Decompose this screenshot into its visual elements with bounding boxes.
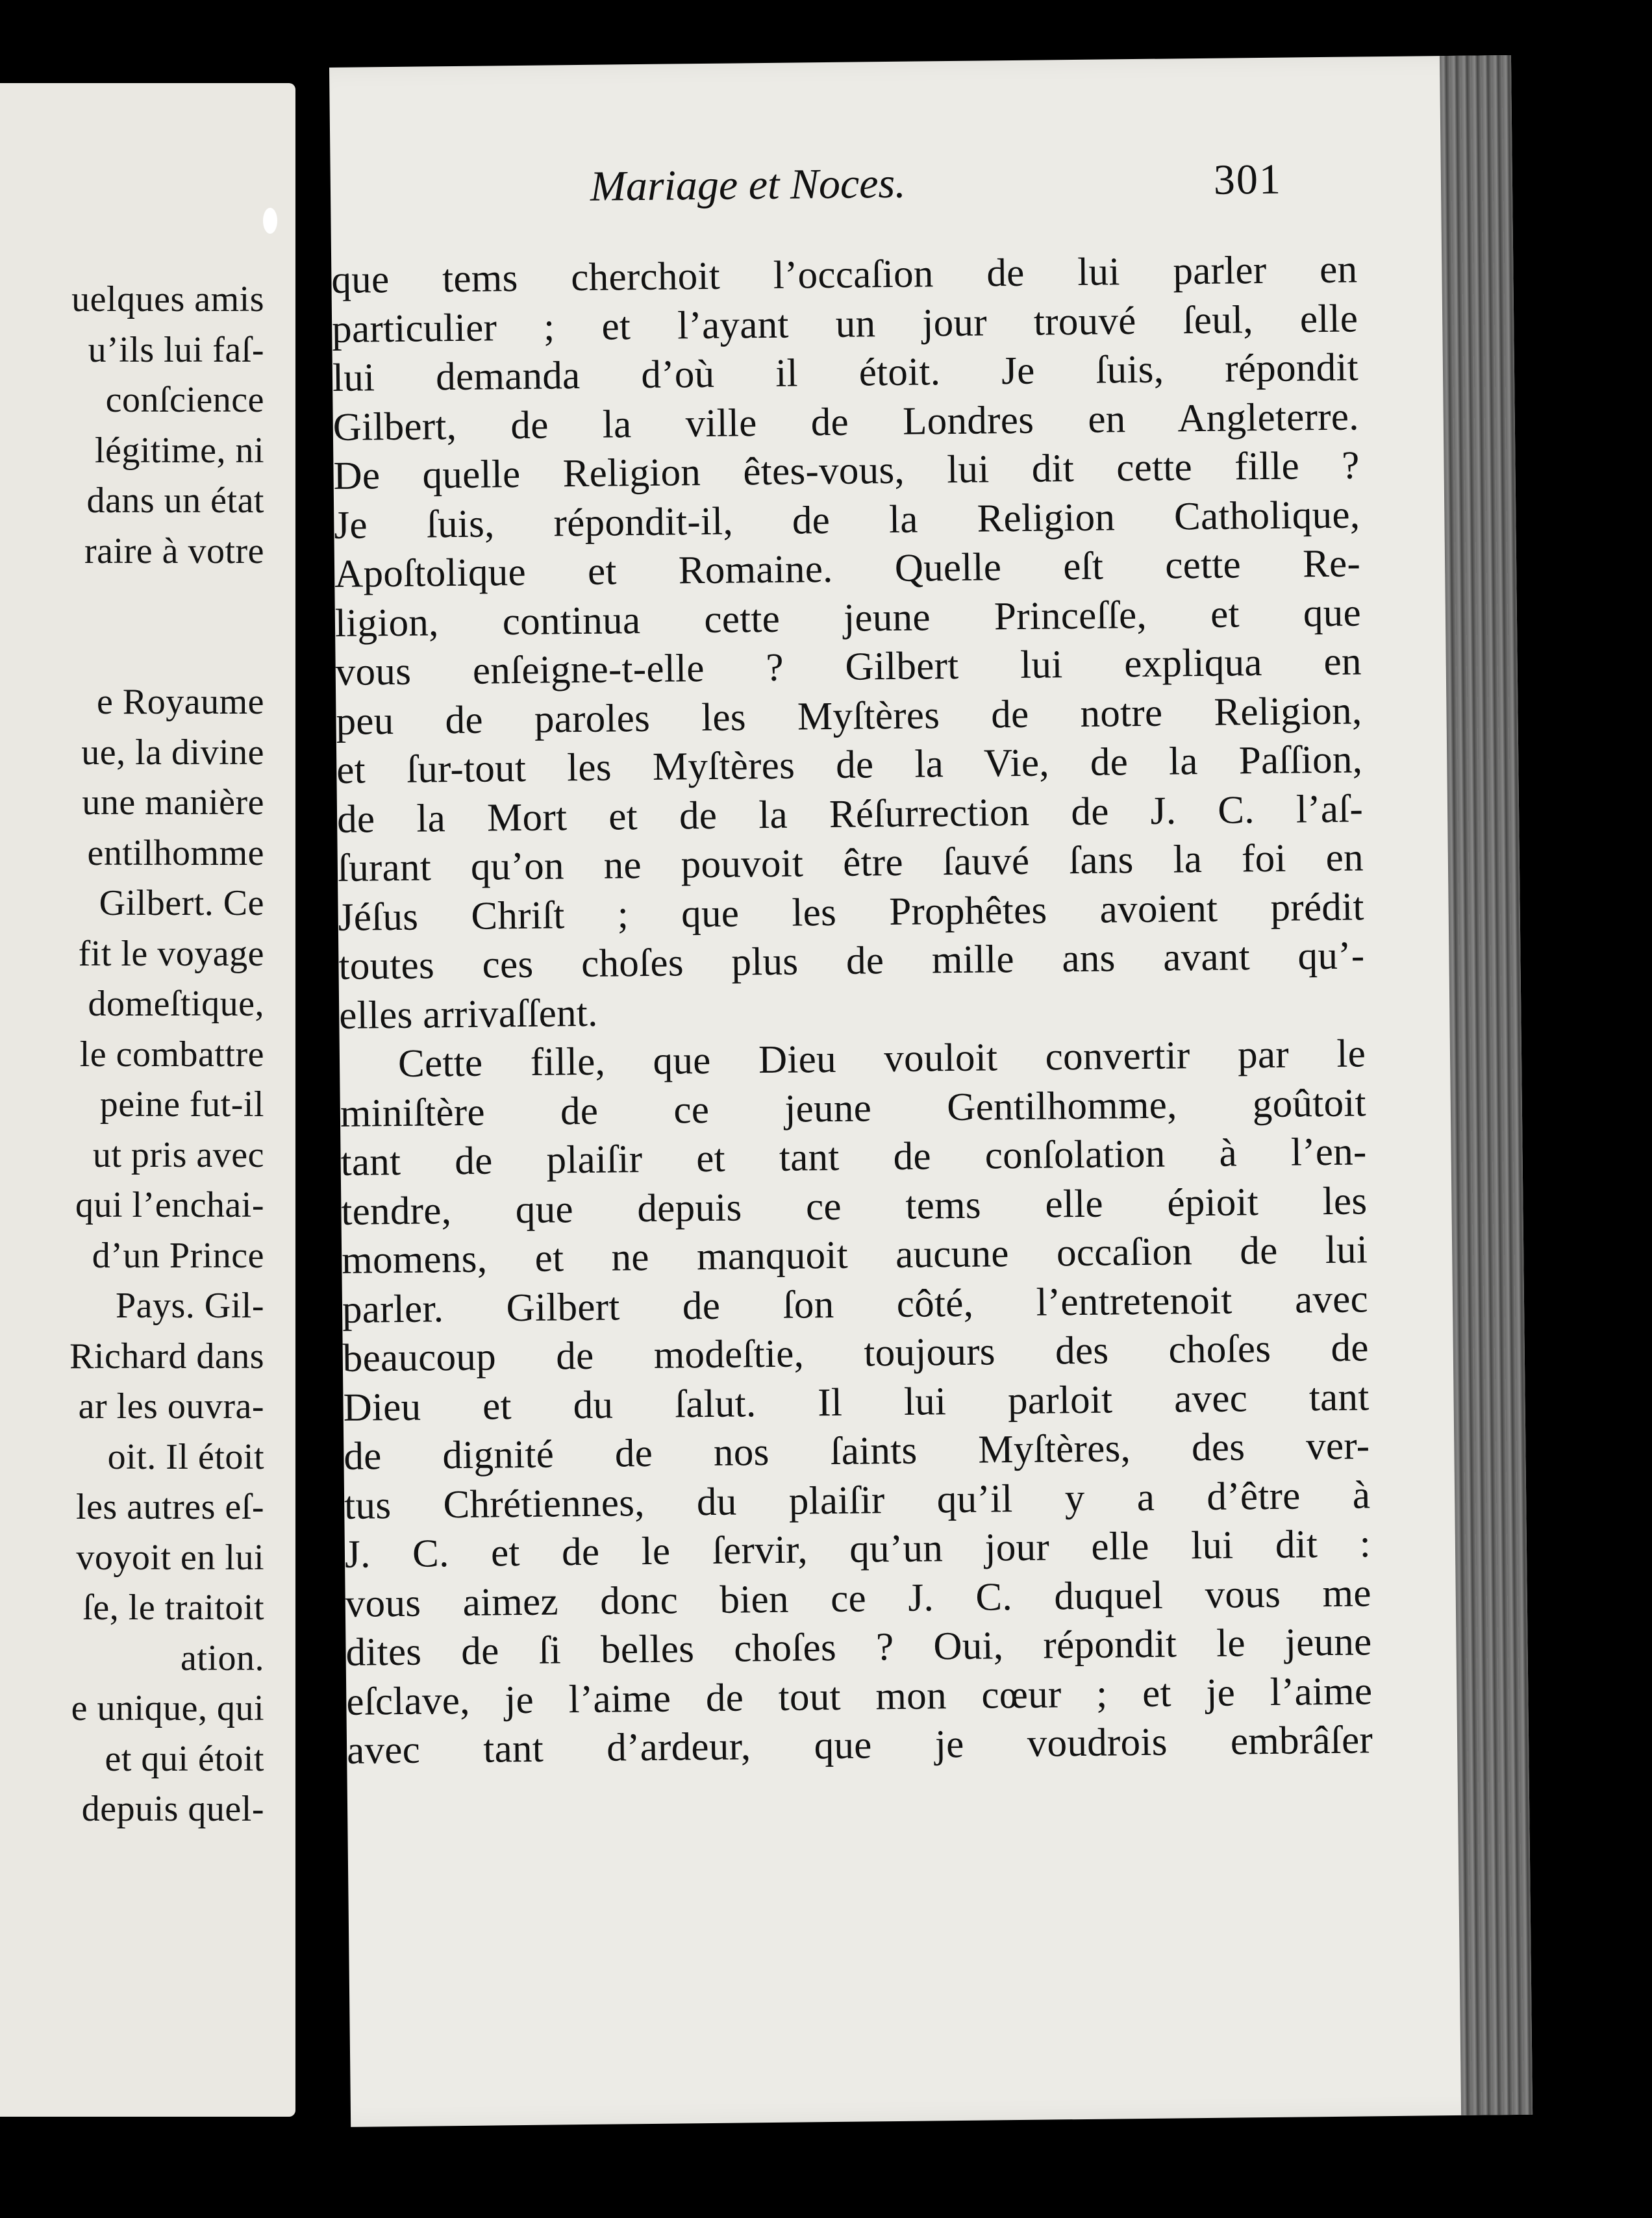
body-line: Gilbert, de la ville de Londres en Angleterre. (332, 394, 1360, 449)
left-page-line: Richard dans (69, 1336, 264, 1377)
body-line: avec tant d’ardeur, que je voudrois embrâſer (346, 1718, 1373, 1773)
body-line: tendre, que depuis ce tems elle épioit les (341, 1178, 1368, 1234)
body-line: particulier ; et l’ayant un jour trouvé ſeul, elle (331, 296, 1358, 351)
right-page (329, 55, 1533, 2127)
body-line: que tems cherchoit l’occaſion de lui parler en (331, 247, 1358, 302)
body-line: miniſtère de ce jeune Gentilhomme, goûtoit (340, 1080, 1367, 1136)
left-page-line: ation. (181, 1638, 264, 1678)
book-gutter (295, 83, 329, 2117)
left-page-line: conſcience (105, 380, 264, 420)
left-page-line: ar les ouvra- (78, 1386, 264, 1427)
left-page-line: e unique, qui (71, 1688, 264, 1728)
body-line: ſurant qu’on ne pouvoit être ſauvé ſans la foi en (337, 836, 1364, 890)
body-line: De quelle Religion êtes-vous, lui dit cette fille ? (333, 443, 1360, 498)
body-line: de la Mort et de la Réſurrection de J. C. l’aſ- (336, 786, 1364, 841)
running-head (331, 154, 1403, 223)
left-page-line: qui l’enchai- (75, 1185, 264, 1225)
running-head-title: Mariage et Noces. (590, 159, 907, 210)
left-page-line: domeſtique, (88, 984, 264, 1024)
body-line: parler. Gilbert de ſon côté, l’entretenoit avec (342, 1277, 1369, 1332)
body-line: vous aimez donc bien ce J. C. duquel vous me (345, 1571, 1372, 1626)
body-line: vous enſeigne-t-elle ? Gilbert lui expliqua en (335, 640, 1362, 694)
body-line: toutes ces choſes plus de mille ans avant qu’- (338, 934, 1365, 988)
left-page-line: le combattre (79, 1034, 264, 1075)
page-edge-stack (1440, 55, 1533, 2115)
body-line: elles arrivaſſent. (338, 991, 598, 1038)
left-page-line: fit le voyage (78, 933, 264, 974)
left-page-line: entilhomme (87, 832, 264, 873)
body-line: tant de plaiſir et tant de conſolation à l’en- (340, 1130, 1367, 1184)
left-page-line: peine fut-il (99, 1084, 264, 1125)
body-text (331, 245, 1373, 1775)
left-page-line: uelques amis (71, 279, 264, 319)
left-page-line: u’ils lui faſ- (88, 329, 264, 370)
body-line: beaucoup de modeſtie, toujours des choſes de (342, 1326, 1370, 1380)
page-number: 301 (1213, 155, 1283, 204)
left-page-line (0, 577, 264, 627)
left-page-line: e Royaume (97, 682, 264, 722)
body-line: peu de paroles les Myſtères de notre Religion, (336, 688, 1362, 743)
left-page-line: une manière (82, 782, 264, 823)
left-page-line: depuis quel- (81, 1789, 264, 1829)
body-line: dites de ſi belles choſes ? Oui, répondit le jeune (345, 1620, 1372, 1675)
left-page-line: ue, la divine (81, 732, 264, 773)
body-line: Dieu et du ſalut. Il lui parloit avec tant (343, 1375, 1370, 1430)
left-page-line: voyoit en lui (76, 1537, 264, 1578)
left-page-line: les autres eſ- (76, 1487, 264, 1527)
body-line: tus Chrétiennes, du plaiſir qu’il y a d’être à (344, 1473, 1371, 1528)
left-page-line: légitime, ni (94, 430, 264, 471)
body-line: momens, et ne manquoit aucune occaſion de lui (341, 1228, 1368, 1282)
left-page-line (0, 627, 264, 678)
body-line: Je ſuis, répondit-il, de la Religion Catholique, (334, 492, 1360, 547)
left-page-line: dans un état (86, 480, 264, 521)
body-line: de dignité de nos ſaints Myſtères, des ver- (344, 1424, 1370, 1478)
left-page-text (0, 275, 264, 1835)
body-line: Apoſtolique et Romaine. Quelle eſt cette Re- (334, 542, 1361, 596)
left-page-line: d’un Prince (92, 1235, 264, 1276)
left-facing-page (0, 83, 295, 2117)
body-line: J. C. et de le ſervir, qu’un jour elle lui dit : (344, 1522, 1371, 1576)
body-line: lui demanda d’où il étoit. Je ſuis, répondit (332, 345, 1359, 400)
left-page-line: ut pris avec (92, 1134, 264, 1175)
left-page-line: oit. Il étoit (107, 1436, 264, 1477)
scan-speck (263, 208, 277, 234)
body-line: Jéſus Chriſt ; que les Prophêtes avoient prédit (338, 884, 1364, 940)
left-page-line: Gilbert. Ce (99, 883, 264, 923)
left-page-line: raire à votre (84, 530, 264, 571)
body-line: et ſur-tout les Myſtères de la Vie, de la Paſſion, (336, 738, 1363, 792)
left-page-line: ſe, le traitoit (82, 1588, 264, 1628)
body-line: eſclave, je l’aime de tout mon cœur ; et je l’aime (346, 1669, 1373, 1724)
body-line: ligion, continua cette jeune Princeſſe, et que (334, 590, 1362, 645)
left-page-line: et qui étoit (105, 1738, 264, 1779)
left-page-line: Pays. Gil- (116, 1286, 264, 1326)
body-line: Cette fille, que Dieu vouloit convertir par le (397, 1032, 1366, 1086)
